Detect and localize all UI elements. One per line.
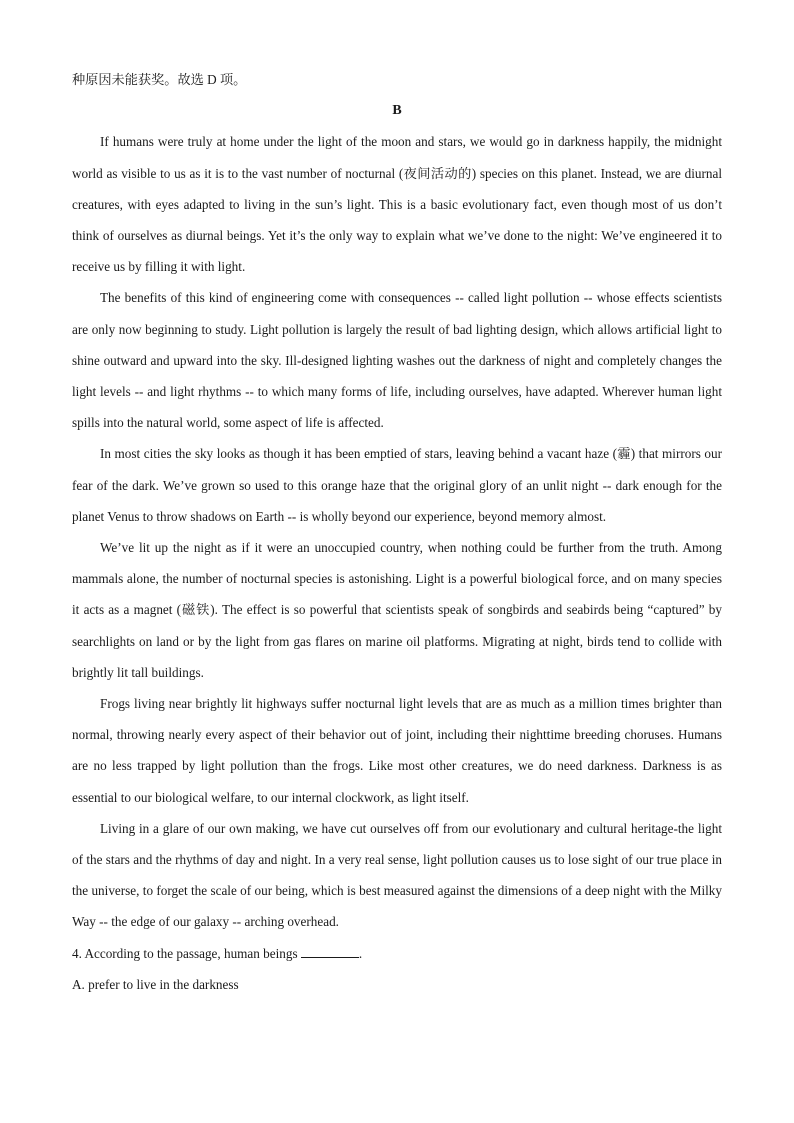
paragraph: The benefits of this kind of engineering come with consequences -- called light pollution -- whose effects scientists are only now beginning to study. Light pollution is largely the result of bad lighting design, which allows artificial light to shine outward and upward into the sky. Ill-designed lighting washes out the darkness of night and completely changes the light levels -- and light rhythms -- to which many forms of life, including ourselves, have adapted. Wherever human light spills into the natural world, some aspect of life is affected. xyxy=(72,290,722,431)
question-stem-text: 4. According to the passage, human beings xyxy=(72,945,298,961)
paragraph: In most cities the sky looks as though it has been emptied of stars, leaving behind a vacant haze (霾) that mirrors our fear of the dark. We’ve grown so used to this orange haze that the original glory of an unlit night -- dark enough for the planet Venus to throw shadows on Earth -- is wholly beyond our experience, beyond memory almost. xyxy=(72,446,722,524)
document-body xyxy=(72,64,722,1000)
section-title: B xyxy=(392,103,402,119)
question-stem-end: . xyxy=(358,945,363,961)
intro-line: 种原因未能获奖。故选 D 项。 xyxy=(72,72,247,87)
paragraph: Frogs living near brightly lit highways suffer nocturnal light levels that are as much as a million times brighter than normal, throwing nearly every aspect of their behavior out of joint, including their nighttime breeding choruses. Humans are no less trapped by light pollution than the frogs. Like most other creatures, we do need darkness. Darkness is as essential to our biological welfare, to our internal clockwork, as light itself. xyxy=(72,696,722,805)
question-stem xyxy=(72,938,722,969)
paragraph: We’ve lit up the night as if it were an unoccupied country, when nothing could be further from the truth. Among mammals alone, the number of nocturnal species is astonishing. Light is a powerful biological force, and on many species it acts as a magnet (磁铁). The effect is so powerful that scientists speak of songbirds and seabirds being “captured” by searchlights on land or by the light from gas flares on marine oil platforms. Migrating at night, birds tend to collide with brightly lit tall buildings. xyxy=(72,540,722,680)
answer-blank xyxy=(301,945,359,958)
paragraph: Living in a glare of our own making, we have cut ourselves off from our evolutionary and cultural heritage-the light of the stars and the rhythms of day and night. In a very real sense, light pollution causes us to lose sight of our true place in the universe, to forget the scale of our being, which is best measured against the dimensions of a deep night with the Milky Way -- the edge of our galaxy -- arching overhead. xyxy=(72,820,722,930)
question-option-a: A. prefer to live in the darkness xyxy=(72,976,239,992)
paragraph: If humans were truly at home under the light of the moon and stars, we would go in darkness happily, the midnight world as visible to us as it is to the vast number of nocturnal (夜间活动的) species on this planet. Instead, we are diurnal creatures, with eyes adapted to living in the sun’s light. This is a basic evolutionary fact, even though most of us don’t think of ourselves as diurnal beings. Yet it’s the only way to explain what we’ve done to the night: We’ve engineered it to receive us by filling it with light. xyxy=(72,134,722,275)
